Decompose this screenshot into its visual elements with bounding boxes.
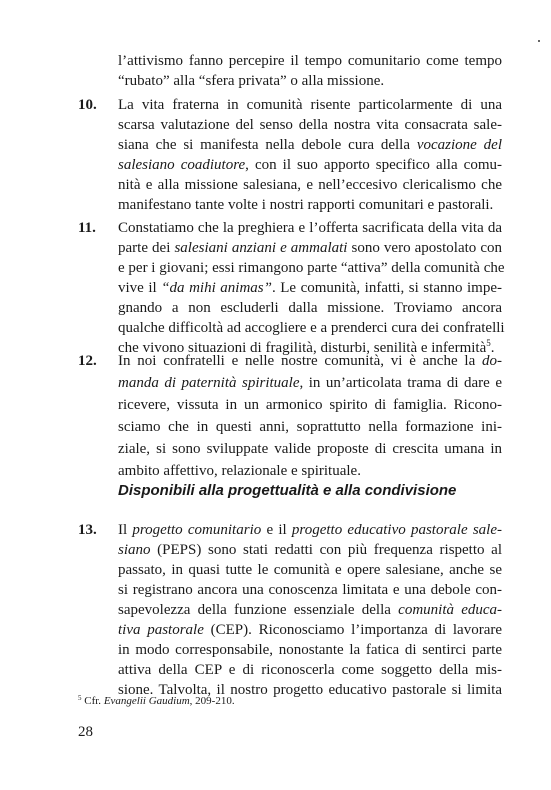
text-line: “rubato” alla “sfera privata” o alla missione. — [118, 73, 385, 89]
paragraph-number: 13. — [78, 522, 97, 538]
text-line — [118, 621, 502, 640]
text-line: in modo corresponsabile, nonostante la fatica di sentirci parte — [118, 642, 502, 658]
footnote-prefix: Cfr. — [84, 695, 102, 707]
text-line: si registrano ancora una conoscenza limitata e una debole con- — [118, 582, 502, 598]
text-line — [118, 239, 502, 258]
italic-term: vocazione del — [416, 137, 503, 153]
text-line — [118, 541, 502, 560]
text-line — [118, 156, 502, 175]
text-line: ambito affettivo, relazionale e spirituale. — [118, 463, 361, 479]
text-span: (CEP). Riconosciamo l’importanza di lavorare — [210, 622, 503, 638]
text-span: siana che si manifesta nella debole cura della — [118, 137, 410, 153]
italic-term: tiva pastorale — [118, 622, 204, 638]
paragraph-number: 12. — [78, 353, 97, 369]
text-line: l’attivismo fanno percepire il tempo comunitario come tempo — [118, 53, 502, 69]
text-span: (PEPS) sono stati redatti con più frequenza rispetto al — [157, 542, 502, 558]
text-line: nità e alla missione salesiana, e nell’eccesivo clericalismo che — [118, 177, 502, 193]
text-line: sciamo che in questi anni, soprattutto nella formazione ini- — [118, 419, 502, 435]
text-line — [118, 136, 502, 155]
scan-speck — [538, 40, 540, 42]
footnote-ref: 5 — [486, 338, 491, 348]
text-line: scarsa valutazione del senso della nostra vita consacrata sale- — [118, 117, 502, 133]
text-line: ricevere, vissuta in un armonico spirito di famiglia. Ricono- — [118, 397, 502, 413]
footnote — [78, 694, 235, 708]
text-span: , in un’articolata trama di dare e — [299, 375, 502, 391]
italic-term: siano — [118, 542, 151, 558]
text-span: vive il — [118, 280, 157, 296]
footnote-suffix: , 209-210. — [189, 695, 235, 707]
text-line — [118, 279, 502, 298]
text-line: gnando a non escluderli dalla missione. Troviamo ancora — [118, 300, 502, 316]
italic-term: “da mihi animas” — [161, 280, 272, 296]
text-line: sione. Talvolta, il nostro progetto educativo pastorale si limita — [118, 682, 502, 698]
text-span: , con il suo apporto specifico alla comu- — [245, 157, 502, 173]
text-line — [118, 601, 502, 620]
text-span: parte dei — [118, 240, 171, 256]
text-span: . — [490, 340, 495, 356]
text-span: Il — [118, 522, 128, 538]
text-line — [118, 374, 502, 393]
italic-term: manda di paternità spirituale — [118, 375, 300, 391]
footnote-mark: 5 — [78, 694, 82, 702]
paragraph-number: 10. — [78, 97, 97, 113]
italic-term: progetto comunitario — [132, 522, 262, 538]
text-span: In noi confratelli e nelle nostre comunità, vi è anche la — [118, 353, 476, 369]
text-span: e il — [266, 522, 287, 538]
italic-term: salesiano coadiutore — [118, 157, 246, 173]
footnote-title: Evangelii Gaudium — [103, 695, 190, 707]
text-span: sono vero apostolato con — [351, 240, 502, 256]
text-span: che vivono situazioni di fragilità, disturbi, senilità e infermità — [118, 340, 487, 356]
text-line: Constatiamo che la preghiera e l’offerta sacrificata della vita da — [118, 220, 502, 236]
text-line — [118, 521, 502, 540]
page-number: 28 — [78, 724, 93, 740]
text-line: La vita fraterna in comunità risente particolarmente di una — [118, 97, 502, 113]
italic-term: do- — [482, 353, 503, 369]
text-line: passato, in quasi tutte le comunità e opere salesiane, anche se — [118, 562, 502, 578]
italic-term: salesiani anziani e ammalati — [174, 240, 348, 256]
text-line: e per i giovani; essi rimangono parte “attiva” della comunità che — [118, 260, 505, 276]
text-span: . Le comunità, infatti, si stanno impe- — [271, 280, 502, 296]
italic-term: comunità educa- — [398, 602, 503, 618]
paragraph-number: 11. — [78, 220, 96, 236]
text-line: qualche difficoltà ad accogliere e a prenderci cura dei confratelli — [118, 320, 505, 336]
text-line: attiva della CEP e di riconoscerla come soggetto della mis- — [118, 662, 502, 678]
text-line: ziale, si sono sviluppate valide proposte di crescita umana in — [118, 441, 502, 457]
text-span: sapevolezza della funzione essenziale della — [118, 602, 391, 618]
text-line — [118, 352, 502, 371]
section-heading: Disponibili alla progettualità e alla condivisione — [118, 482, 457, 499]
text-line: manifestano tante volte i nostri rapporti comunitari e pastorali. — [118, 197, 494, 213]
italic-term: progetto educativo pastorale sale- — [291, 522, 503, 538]
